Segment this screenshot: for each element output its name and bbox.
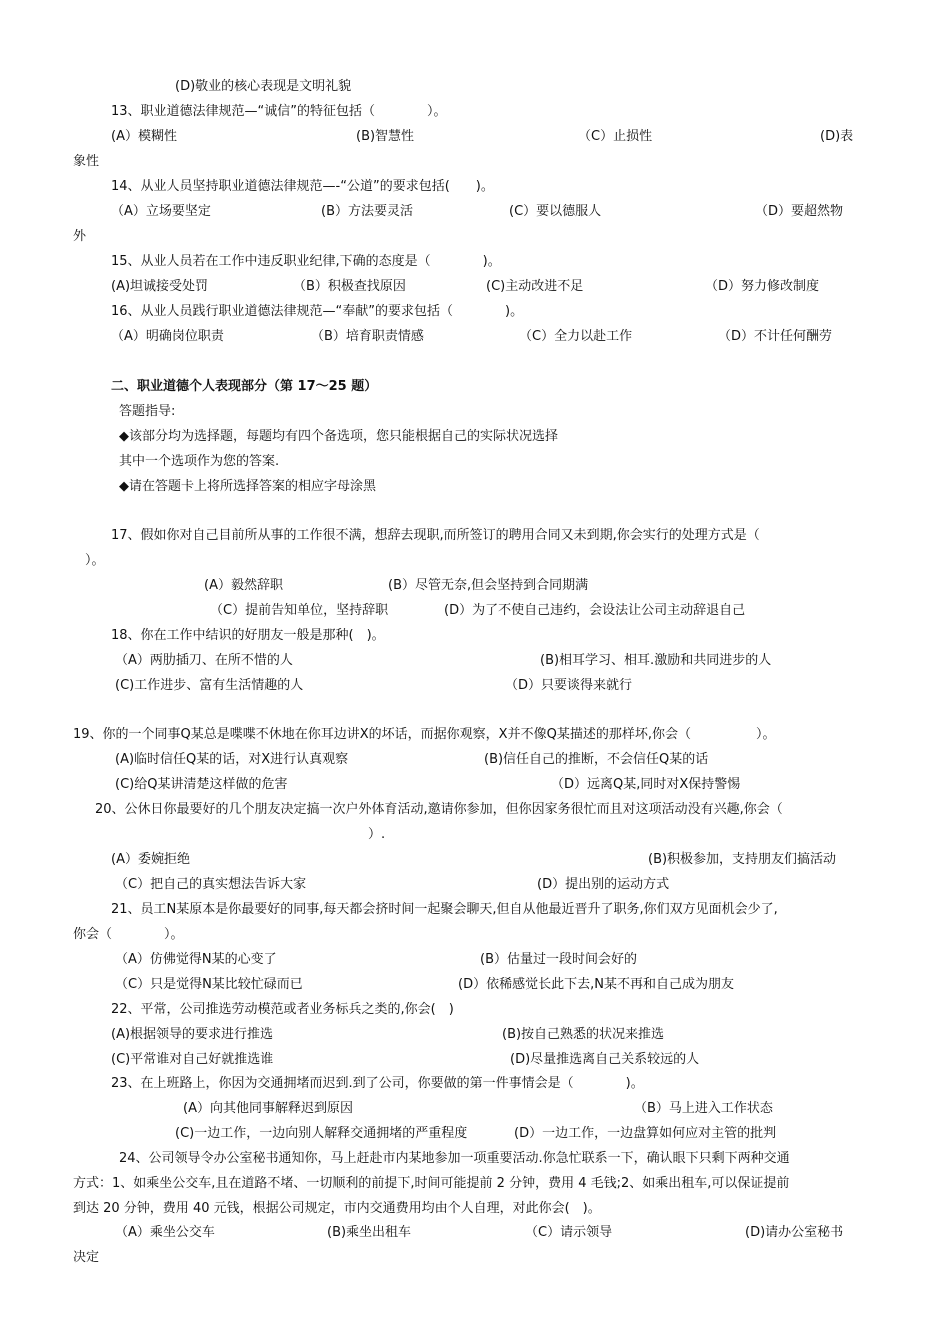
q24-option-a: （A）乘坐公交车 bbox=[115, 1225, 215, 1240]
q14-stem: 14、从业人员坚持职业道德法律规范—-“公道”的要求包括( )。 bbox=[111, 179, 494, 194]
q12-option-d: (D)敬业的核心表现是文明礼貌 bbox=[175, 79, 352, 94]
q24-option-d-wrap: 决定 bbox=[73, 1250, 100, 1265]
q23-stem: 23、在上班路上，你因为交通拥堵而迟到.到了公司，你要做的第一件事情会是（ )。 bbox=[111, 1076, 644, 1091]
q18-option-d: （D）只要谈得来就行 bbox=[505, 678, 633, 693]
q19-option-d: （D）远离Q某,同时对X保持警惕 bbox=[551, 777, 741, 792]
q23-option-a: (A）向其他同事解释迟到原因 bbox=[183, 1101, 353, 1116]
q15-option-c: (C)主动改进不足 bbox=[486, 279, 584, 294]
q16-option-c: （C）全力以赴工作 bbox=[519, 329, 633, 344]
q13-stem: 13、职业道德法律规范—“诚信”的特征包括（ ）。 bbox=[111, 104, 447, 119]
q19-option-a: (A)临时信任Q某的话，对X进行认真观察 bbox=[115, 752, 349, 767]
q19-option-c: (C)给Q某讲清楚这样做的危害 bbox=[115, 777, 288, 792]
q18-option-a: （A）两肋插刀、在所不惜的人 bbox=[115, 653, 293, 668]
q21-option-b: (B）估量过一段时间会好的 bbox=[480, 952, 637, 967]
q20-option-d: (D）提出别的运动方式 bbox=[537, 877, 670, 892]
q22-option-d: (D)尽量推选离自己关系较远的人 bbox=[510, 1052, 700, 1067]
q13-option-d: (D)表 bbox=[820, 129, 854, 144]
q19-stem: 19、你的一个同事Q某总是喋喋不休地在你耳边讲X的坏话，而据你观察，X并不像Q某描述的那样坏,你会（ ）。 bbox=[73, 727, 776, 742]
q21-option-c: （C）只是觉得N某比较忙碌而已 bbox=[115, 977, 303, 992]
q22-stem: 22、平常，公司推选劳动模范或者业务标兵之类的,你会( ) bbox=[111, 1002, 454, 1017]
q24-option-b: (B)乘坐出租车 bbox=[327, 1225, 412, 1240]
q15-option-a: (A)坦诚接受处罚 bbox=[111, 279, 209, 294]
q19-option-b: (B)信任自己的推断，不会信任Q某的话 bbox=[484, 752, 709, 767]
q23-option-c: (C)一边工作，一边向别人解释交通拥堵的严重程度 bbox=[175, 1126, 468, 1141]
q21-stem: 21、员工N某原本是你最要好的同事,每天都会挤时间一起聚会聊天,但自从他最近晋升了职务,你们双方见面机会少了, bbox=[111, 902, 778, 917]
q20-option-a: (A）委婉拒绝 bbox=[111, 852, 190, 867]
q16-option-d: （D）不计任何酬劳 bbox=[718, 329, 833, 344]
q16-stem: 16、从业人员践行职业道德法律规范—“奉献”的要求包括（ )。 bbox=[111, 304, 524, 319]
q24-stem-line-3: 到达 20 分钟，费用 40 元钱，根据公司规定，市内交通费用均由个人自理，对此你会( )。 bbox=[73, 1201, 601, 1216]
answer-guide-heading: 答题指导: bbox=[119, 404, 176, 419]
q15-option-b: （B）积极查找原因 bbox=[293, 279, 406, 294]
guide-bullet-1-cont: 其中一个选项作为您的答案. bbox=[119, 454, 280, 469]
guide-bullet-2: ◆请在答题卡上将所选择答案的相应字母涂黑 bbox=[119, 479, 376, 494]
q20-option-b: (B)积极参加，支持朋友们搞活动 bbox=[648, 852, 837, 867]
q13-option-c: （C）止损性 bbox=[578, 129, 653, 144]
q15-stem: 15、从业人员若在工作中违反职业纪律,下确的态度是（ )。 bbox=[111, 254, 501, 269]
q14-option-c: (C）要以德服人 bbox=[509, 204, 602, 219]
q17-stem: 17、假如你对自己目前所从事的工作很不满，想辞去现职,而所签订的聘用合同又未到期,你会实行的处理方式是（ bbox=[111, 528, 760, 543]
guide-bullet-1: ◆该部分均为选择题，每题均有四个备选项，您只能根据自己的实际状况选择 bbox=[119, 429, 558, 444]
q17-option-a: (A）毅然辞职 bbox=[204, 578, 283, 593]
q16-option-a: （A）明确岗位职责 bbox=[111, 329, 224, 344]
q21-stem-wrap: 你会（ ）。 bbox=[73, 927, 184, 942]
q14-option-d: （D）要超然物 bbox=[755, 204, 844, 219]
q21-option-a: （A）仿佛觉得N某的心变了 bbox=[115, 952, 277, 967]
q20-stem: 20、公休日你最要好的几个朋友决定搞一次户外体育活动,邀请你参加，但你因家务很忙而且对这项活动没有兴趣,你会（ bbox=[95, 802, 783, 817]
q20-option-c: （C）把自己的真实想法告诉大家 bbox=[115, 877, 307, 892]
q24-stem-line-1: 24、公司领导令办公室秘书通知你，马上赶赴市内某地参加一项重要活动.你急忙联系一下，确认眼下只剩下两种交通 bbox=[119, 1151, 790, 1166]
q23-option-d: (D）一边工作，一边盘算如何应对主管的批判 bbox=[514, 1126, 777, 1141]
q23-option-b: （B）马上进入工作状态 bbox=[634, 1101, 773, 1116]
section-title: 二、职业道德个人表现部分（第 17～25 题） bbox=[111, 379, 378, 394]
q22-option-a: (A)根据领导的要求进行推选 bbox=[111, 1027, 274, 1042]
q17-option-b: (B）尽管无奈,但会坚持到合同期满 bbox=[388, 578, 589, 593]
q14-option-d-wrap: 外 bbox=[73, 229, 87, 244]
q22-option-b: (B)按自己熟悉的状况来推选 bbox=[502, 1027, 665, 1042]
q24-option-c: （C）请示领导 bbox=[525, 1225, 613, 1240]
q13-option-b: (B)智慧性 bbox=[356, 129, 415, 144]
q18-stem: 18、你在工作中结识的好朋友一般是那种( )。 bbox=[111, 628, 385, 643]
q14-option-a: （A）立场要坚定 bbox=[111, 204, 211, 219]
q17-option-c: （C）提前告知单位，坚持辞职 bbox=[210, 603, 389, 618]
q13-option-d-wrap: 象性 bbox=[73, 154, 100, 169]
q24-option-d: (D)请办公室秘书 bbox=[745, 1225, 844, 1240]
q15-option-d: （D）努力修改制度 bbox=[705, 279, 820, 294]
q13-option-a: (A）模糊性 bbox=[111, 129, 177, 144]
q16-option-b: （B）培育职责情感 bbox=[311, 329, 424, 344]
q14-option-b: (B）方法要灵活 bbox=[321, 204, 413, 219]
q24-stem-line-2: 方式：1、如乘坐公交车,且在道路不堵、一切顺利的前提下,时间可能提前 2 分钟，费用 4 毛钱;2、如乘出租车,可以保证提前 bbox=[73, 1176, 790, 1191]
q18-option-b: (B)相耳学习、相耳.激励和共同进步的人 bbox=[540, 653, 772, 668]
q20-stem-wrap: ）. bbox=[368, 827, 386, 842]
q18-option-c: (C)工作进步、富有生活情趣的人 bbox=[115, 678, 304, 693]
q17-option-d: (D）为了不使自己违约，会设法让公司主动辞退自己 bbox=[444, 603, 746, 618]
q21-option-d: (D）依稀感觉长此下去,N某不再和自己成为朋友 bbox=[458, 977, 734, 992]
q22-option-c: (C)平常谁对自己好就推选谁 bbox=[111, 1052, 274, 1067]
q17-stem-wrap: ）。 bbox=[85, 553, 105, 568]
